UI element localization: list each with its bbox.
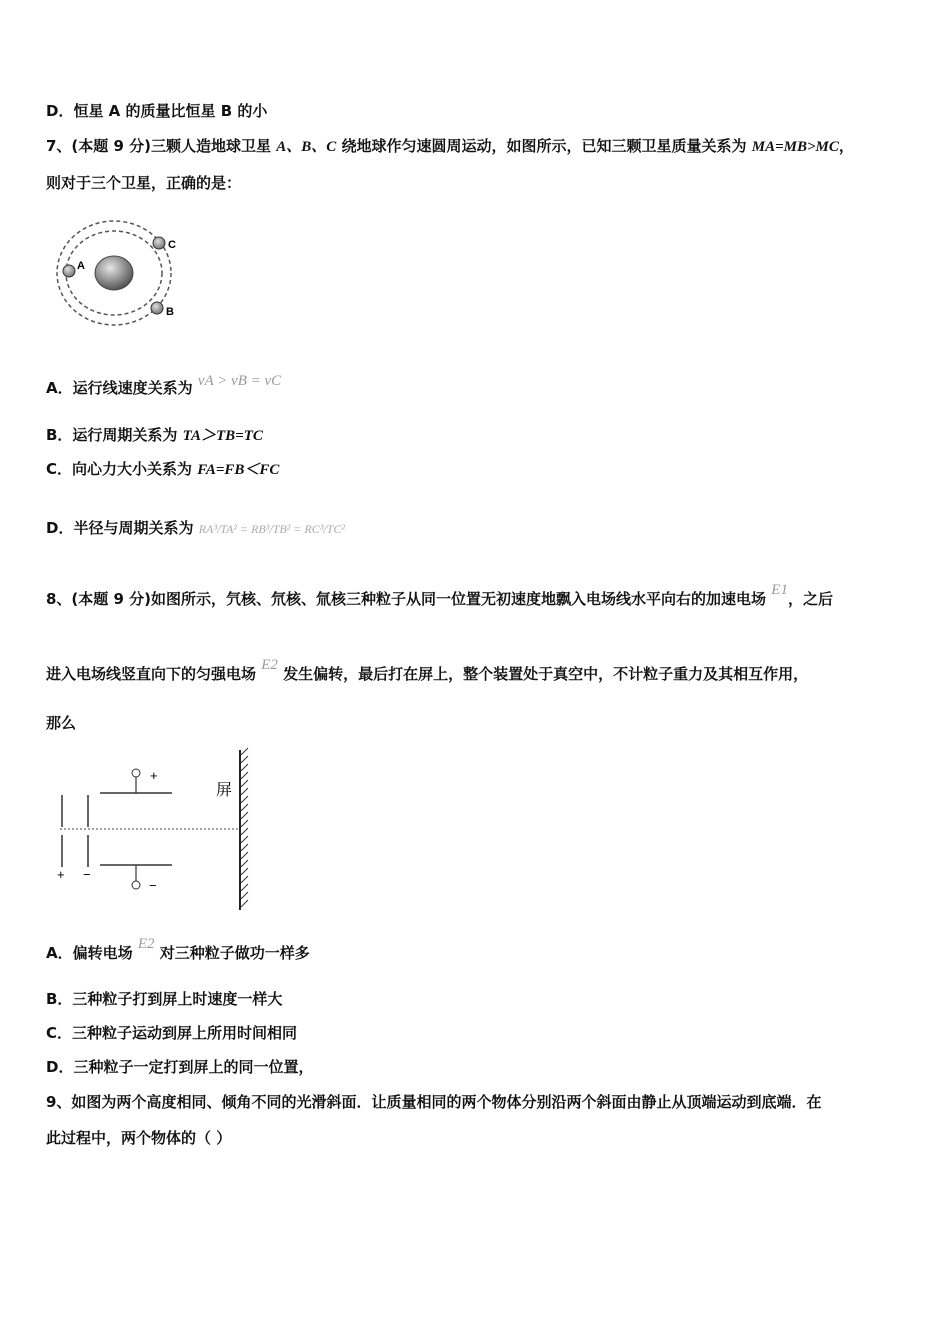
q7-option-a-text: A．运行线速度关系为 xyxy=(46,379,193,397)
q7-orbit-figure xyxy=(50,215,190,335)
q8-stem-line3: 那么 xyxy=(46,714,77,732)
q7-option-a xyxy=(46,373,282,399)
accel-minus: − xyxy=(83,867,91,882)
label-a: A xyxy=(77,260,85,272)
earth xyxy=(95,256,133,290)
q7-stem-line2: 则对于三个卫星，正确的是： xyxy=(46,174,242,192)
q9-stem-line1: 9、如图为两个高度相同、倾角不同的光滑斜面．让质量相同的两个物体分别沿两个斜面由静止从顶端运动到底端．在 xyxy=(46,1093,822,1111)
q7-stem-line1: 7、(本题 9 分)三颗人造地球卫星 A、B、C 绕地球作匀速圆周运动，如图所示，已知三颗卫星质量关系为 MA=MB>MC， xyxy=(46,137,854,155)
q6-option-d: D．恒星 A 的质量比恒星 B 的小 xyxy=(46,102,268,120)
q7-option-b xyxy=(46,425,263,446)
q8-option-a-pre: A．偏转电场 xyxy=(46,944,133,962)
accel-plus: + xyxy=(57,867,65,882)
deflect-minus: − xyxy=(149,878,157,893)
q8-option-a-post: 对三种粒子做功一样多 xyxy=(159,944,310,962)
q8-option-a xyxy=(46,936,310,964)
label-c: C xyxy=(168,239,176,251)
q7-option-c-text: C．向心力大小关系为 xyxy=(46,460,198,478)
satellite-a xyxy=(63,265,75,277)
q7-option-d-formula: RA³/TA² = RB³/TB² = RC³/TC² xyxy=(198,522,345,536)
q7-option-c-formula: FA=FB＜FC xyxy=(197,462,280,478)
q7-option-a-formula: vA > vB = vC xyxy=(197,373,282,389)
satellite-b xyxy=(151,302,163,314)
q8-e2: E2 xyxy=(261,657,278,673)
label-b: B xyxy=(166,306,174,318)
q7-option-d xyxy=(46,508,345,549)
q8-e1: E1 xyxy=(771,582,788,598)
q7-option-c xyxy=(46,459,279,480)
q7-option-d-text: D．半径与周期关系为 xyxy=(46,519,194,537)
q8-option-d: D．三种粒子一定打到屏上的同一位置， xyxy=(46,1058,314,1076)
screen-hatching xyxy=(241,748,248,907)
q8-option-c: C．三种粒子运动到屏上所用时间相同 xyxy=(46,1024,298,1042)
q7-option-b-text: B．运行周期关系为 xyxy=(46,426,183,444)
q7-option-b-formula: TA＞TB=TC xyxy=(182,428,263,444)
q7-mass-relation: MA=MB>MC xyxy=(751,139,839,155)
q7-stem-start: 7、(本题 9 分)三颗人造地球卫星 xyxy=(46,137,277,155)
satellite-c xyxy=(153,237,165,249)
q8-option-b: B．三种粒子打到屏上时速度一样大 xyxy=(46,990,283,1008)
q7-satellite-names: A、B、C xyxy=(276,139,337,155)
q8-stem-a-end: ，之后 xyxy=(787,590,833,608)
q9-stem-line2: 此过程中，两个物体的（ ） xyxy=(46,1129,232,1147)
q8-stem-line2 xyxy=(46,657,809,685)
q7-stem-mid: 绕地球作匀速圆周运动，如图所示，已知三颗卫星质量关系为 xyxy=(336,137,752,155)
q8-apparatus-figure xyxy=(50,745,260,915)
q8-stem-b: 进入电场线竖直向下的匀强电场 xyxy=(46,665,257,683)
q8-stem-b-end: 发生偏转，最后打在屏上，整个装置处于真空中，不计粒子重力及其相互作用， xyxy=(283,665,809,683)
q8-stem-a: 8、(本题 9 分)如图所示，氕核、氘核、氚核三种粒子从同一位置无初速度地飘入电场线水平向右的加速电场 xyxy=(46,590,767,608)
q8-option-a-e2: E2 xyxy=(137,936,155,952)
deflect-top-terminal xyxy=(132,769,140,777)
screen-label: 屏 xyxy=(216,780,233,799)
q8-stem-line1 xyxy=(46,582,833,610)
deflect-bottom-terminal xyxy=(132,881,140,889)
deflect-plus: + xyxy=(150,768,158,783)
